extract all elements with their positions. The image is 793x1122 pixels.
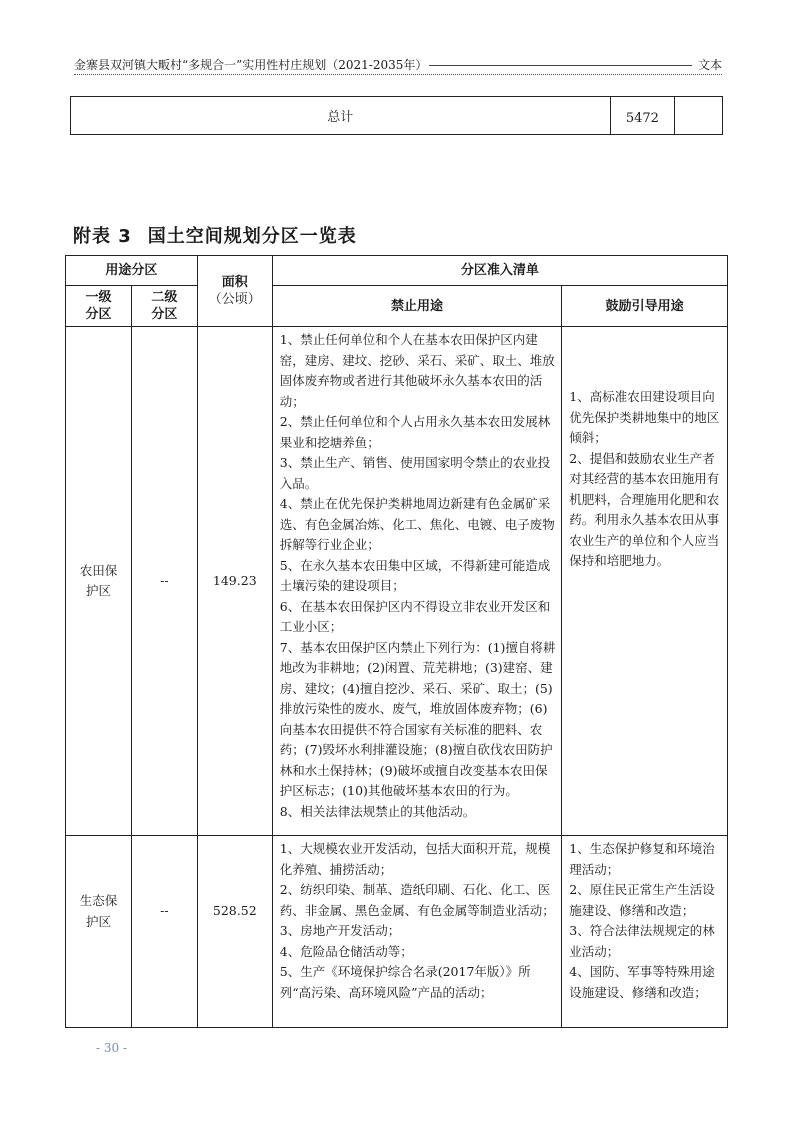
list-item: 7、基本农田保护区内禁止下列行为：(1)擅自将耕地改为非耕地；(2)闲置、荒芜耕地；(3)建窑、建房、建坟；(4)擅自挖沙、采石、采矿、取土；(5)排放污染性的废水、废气，堆放固体废弃物；(6)向基本农田提供不符合国家有关标准的肥料、农药；(7)毁坏水利排灌设施；(8)擅自砍伐农田防护林和水土保持林；(9)破坏或擅自改变基本农田保护区标志；(10)其他破坏基本农田的行为。 xyxy=(279,639,556,798)
list-item: 8、相关法律法规禁止的其他活动。 xyxy=(279,803,476,819)
list-item: 2、提倡和鼓励农业生产者对其经营的基本农田施用有机肥料，合理施用化肥和农药。利用永久基本农田从事农业生产的单位和个人应当保持和培肥地力。 xyxy=(569,450,720,568)
cell-encouraged xyxy=(562,327,728,836)
cell-level2: -- xyxy=(131,836,197,1028)
list-item: 4、危险品仓储活动等； xyxy=(279,943,413,959)
list-item: 5、生产《环境保护综合名录(2017年版）》所列“高污染、高环境风险”产品的活动； xyxy=(279,964,531,1000)
header-level1-line2: 分区 xyxy=(85,307,112,322)
total-row xyxy=(71,97,723,135)
header-level2-line1: 二级 xyxy=(151,290,178,305)
header-row-2 xyxy=(66,286,728,327)
cell-level1: 生态保护区 xyxy=(66,836,132,1028)
header-level2-line2: 分区 xyxy=(151,307,178,322)
list-item: 1、高标准农田建设项目向优先保护类耕地集中的地区倾斜； xyxy=(569,389,720,445)
header-area-line2: （公顷） xyxy=(208,292,261,307)
list-item: 1、禁止任何单位和个人在基本农田保护区内建窑，建房、建坟、挖砂、采石、采矿、取土、堆放固体废弃物或者进行其他破坏永久基本农田的活动； xyxy=(279,332,555,409)
cell-level2: -- xyxy=(131,327,197,836)
header-access-list: 分区准入清单 xyxy=(272,256,727,286)
list-item: 3、禁止生产、销售、使用国家明令禁止的农业投入品。 xyxy=(279,455,551,491)
cell-prohibited xyxy=(272,836,562,1028)
list-item: 1、生态保护修复和环境治理活动； xyxy=(569,841,715,877)
list-item: 2、纺织印染、制革、造纸印刷、石化、化工、医药、非金属、黑色金属、有色金属等制造业活动； xyxy=(279,882,555,918)
cell-area: 528.52 xyxy=(197,836,272,1028)
cell-level1: 农田保护区 xyxy=(66,327,132,836)
header-area xyxy=(197,256,272,327)
list-item: 2、原住民正常生产生活设施建设、修缮和改造； xyxy=(569,882,715,918)
header-level1 xyxy=(66,286,132,327)
header-level1-line1: 一级 xyxy=(85,290,112,305)
total-table xyxy=(70,96,723,135)
total-extra xyxy=(675,97,723,135)
list-item: 1、大规模农业开发活动，包括大面积开荒，规模化养殖、捕捞活动； xyxy=(279,841,551,877)
cell-area: 149.23 xyxy=(197,327,272,836)
cell-prohibited xyxy=(272,327,562,836)
total-label: 总计 xyxy=(71,97,611,135)
list-item: 4、禁止在优先保护类耕地周边新建有色金属矿采选、有色金属冶炼、化工、焦化、电镀、电子废物拆解等行业企业； xyxy=(279,496,555,552)
header-doc-type: 文本 xyxy=(697,58,722,72)
table-title xyxy=(73,222,357,248)
table-number: 附表 3 xyxy=(73,226,132,247)
list-item: 5、在永久基本农田集中区域，不得新建可能造成土壤污染的建设项目； xyxy=(279,557,551,593)
list-item: 2、禁止任何单位和个人占用永久基本农田发展林果业和挖塘养鱼； xyxy=(279,414,551,450)
list-item: 3、符合法律法规规定的林业活动； xyxy=(569,923,715,959)
cell-encouraged xyxy=(562,836,728,1028)
header-encouraged: 鼓励引导用途 xyxy=(562,286,728,327)
header-level2 xyxy=(131,286,197,327)
zone-table xyxy=(65,255,728,1028)
header-title: 金寨县双河镇大畈村“多规合一”实用性村庄规划（2021-2035年） xyxy=(74,58,428,72)
list-item: 3、房地产开发活动； xyxy=(279,923,401,938)
list-item: 6、在基本农田保护区内不得设立非农业开发区和工业小区； xyxy=(279,598,551,634)
total-value: 5472 xyxy=(610,97,675,135)
running-header xyxy=(74,56,722,75)
page-number: - 30 - xyxy=(96,1041,128,1055)
header-area-line1: 面积 xyxy=(221,275,248,290)
header-prohibited: 禁止用途 xyxy=(272,286,562,327)
header-row-1 xyxy=(66,256,728,286)
list-item: 4、国防、军事等特殊用途设施建设、修缮和改造； xyxy=(569,964,715,1000)
table-row-farmland xyxy=(66,327,728,836)
header-usage-zone: 用途分区 xyxy=(66,256,198,286)
table-name: 国土空间规划分区一览表 xyxy=(147,226,357,247)
table-row-ecology xyxy=(66,836,728,1028)
